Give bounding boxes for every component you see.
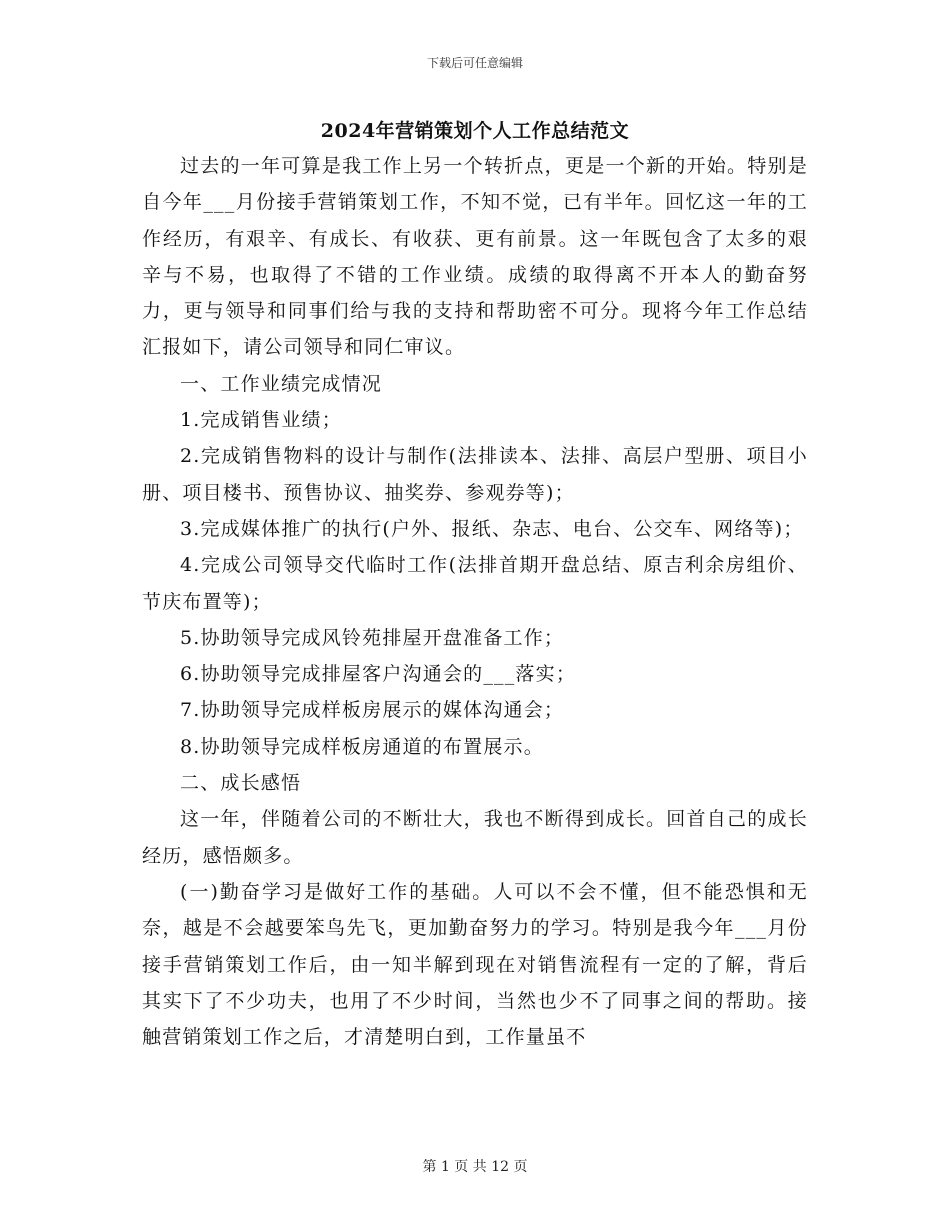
list-item: 7.协助领导完成样板房展示的媒体沟通会； (180, 699, 565, 722)
document-body (142, 148, 808, 1055)
list-item: 4.完成公司领导交代临时工作(法排首期开盘总结、原吉利余房组价、节庆布置等)； (142, 554, 808, 613)
list-item: 1.完成销售业绩； (180, 409, 342, 432)
list-item: 2.完成销售物料的设计与制作(法排读本、法排、高层户型册、项目小册、项目楼书、预售协议、抽奖券、参观券等)； (142, 445, 808, 504)
header-note: 下载后可任意编辑 (426, 56, 523, 70)
section-heading-1: 一、工作业绩完成情况 (180, 372, 383, 395)
section-heading-2: 二、成长感悟 (180, 772, 302, 795)
page-footer: 第 1 页 共 12 页 (422, 1159, 528, 1175)
list-item: 8.协助领导完成样板房通道的布置展示。 (180, 735, 544, 758)
body-paragraph: 这一年，伴随着公司的不断壮大，我也不断得到成长。回首自己的成长经历，感悟颇多。 (142, 808, 808, 867)
body-paragraph: (一)勤奋学习是做好工作的基础。人可以不会不懂，但不能恐惧和无奈，越是不会越要笨鸟先飞，更加勤奋努力的学习。特别是我今年___月份接手营销策划工作后，由一知半解到现在对销售流程有一定的了解，背后其实下了不少功夫，也用了不少时间，当然也少不了同事之间的帮助。接触营销策划工作之后，才清楚明白到，工作量虽不 (142, 880, 808, 1049)
list-item: 3.完成媒体推广的执行(户外、报纸、杂志、电台、公交车、网络等)； (180, 517, 804, 540)
list-item: 5.协助领导完成风铃苑排屋开盘准备工作； (180, 626, 565, 649)
document-title: 2024年营销策划个人工作总结范文 (320, 120, 630, 142)
intro-paragraph: 过去的一年可算是我工作上另一个转折点，更是一个新的开始。特别是自今年___月份接手营销策划工作，不知不觉，已有半年。回忆这一年的工作经历，有艰辛、有成长、有收获、更有前景。这一年既包含了太多的艰辛与不易，也取得了不错的工作业绩。成绩的取得离不开本人的勤奋努力，更与领导和同事们给与我的支持和帮助密不可分。现将今年工作总结汇报如下，请公司领导和同仁审议。 (142, 155, 808, 359)
list-item: 6.协助领导完成排屋客户沟通会的___落实； (180, 663, 577, 686)
